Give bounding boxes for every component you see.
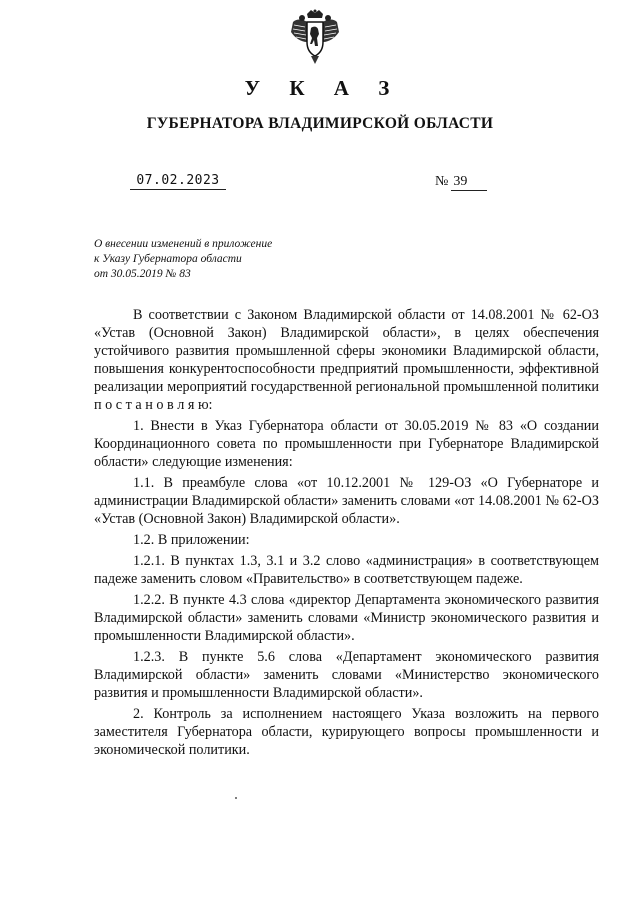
paragraph-item-1-2-2: 1.2.2. В пункте 4.3 слова «директор Департамента экономического развития Владимирской области» заменить словами «Министр экономического развития и промышленности Владимирской области».: [94, 592, 599, 644]
paragraph-item-1-1: 1.1. В преамбуле слова «от 10.12.2001 № 129-ОЗ «О Губернаторе и администрации Владимирской области» заменить словами «от 14.08.2001 № 62-ОЗ «Устав (Основной Закон) Владимирской области».: [94, 475, 599, 527]
paragraph-item-1-2-1: 1.2.1. В пунктах 1.3, 3.1 и 3.2 слово «администрация» в соответствующем падеже заменить словом «Правительство» в соответствующем падеже.: [94, 553, 599, 587]
subject-line: к Указу Губернатора области: [94, 253, 242, 265]
paragraph-preamble: В соответствии с Законом Владимирской области от 14.08.2001 № 62-ОЗ «Устав (Основной Закон) Владимирской области», в целях обеспечения устойчивого развития промышленной сферы экономики Владимирской области, повышения конкурентоспособности предприятий промышленности, эффективной реализации мероприятий государственной региональной промышленной политики п о с т а н о в л я ю:: [94, 307, 599, 413]
subject-block: [94, 237, 354, 282]
scan-speck: [235, 797, 237, 799]
paragraph-item-2: 2. Контроль за исполнением настоящего Указа возложить на первого заместителя Губернатора области, курирующего вопросы промышленности и экономической политики.: [94, 706, 599, 758]
number-value: 39: [451, 174, 487, 191]
document-body: [94, 306, 599, 762]
paragraph-item-1-2: 1.2. В приложении:: [133, 532, 250, 548]
document-title: У К А З: [244, 76, 402, 100]
paragraph-item-1: 1. Внести в Указ Губернатора области от 30.05.2019 № 83 «О создании Координационного совета по промышленности при Губернаторе Владимирской области» следующие изменения:: [94, 418, 599, 470]
document-date: 07.02.2023: [130, 173, 226, 190]
number-label: №: [435, 174, 449, 189]
document-number: [435, 174, 487, 191]
issuer-name: ГУБЕРНАТОРА ВЛАДИМИРСКОЙ ОБЛАСТИ: [146, 115, 494, 132]
subject-line: от 30.05.2019 № 83: [94, 268, 191, 280]
subject-line: О внесении изменений в приложение: [94, 238, 273, 250]
coat-of-arms-icon: [285, 8, 345, 66]
paragraph-item-1-2-3: 1.2.3. В пункте 5.6 слова «Департамент экономического развития Владимирской области» заменить словами «Министерство экономического развития и промышленности Владимирской области».: [94, 649, 599, 701]
